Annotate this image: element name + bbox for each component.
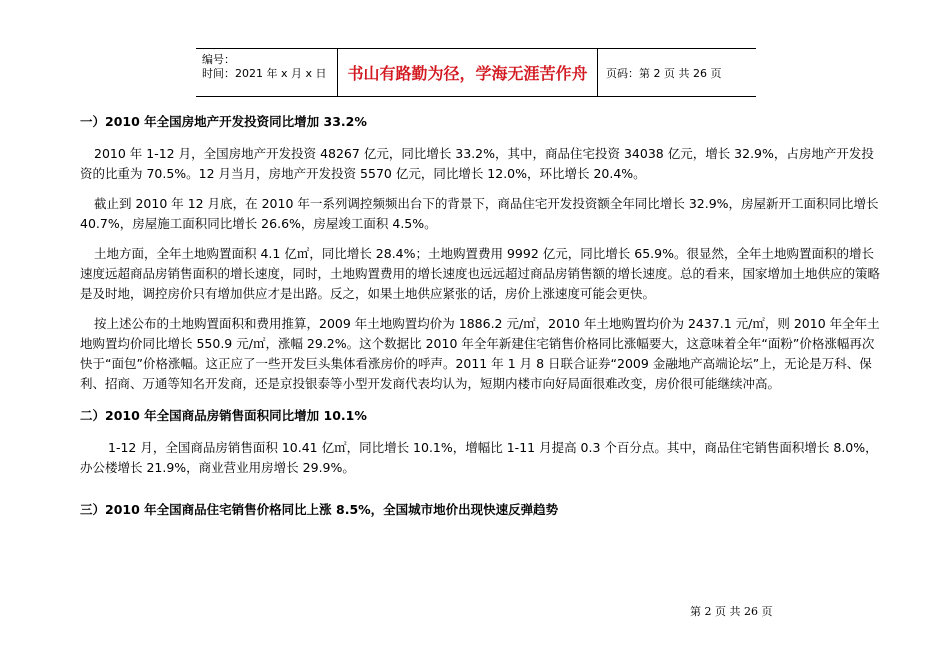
document-time-label: 时间：2021 年 x 月 x 日 bbox=[202, 67, 327, 80]
section-1-paragraph-3: 土地方面，全年土地购置面积 4.1 亿㎡，同比增长 28.4%；土地购置费用 9992 亿元，同比增长 65.9%。很显然，全年土地购置面积的增长速度远超商品房销售面积的增长速度，同时，土地购置费用的增长速度也远远超过商品房销售额的增长速度。总的看来，国家增加土地供应的策略是及时地，调控房价只有增加供应才是出路。反之，如果土地供应紧张的话，房价上涨速度可能会更快。 bbox=[80, 246, 881, 301]
page-header bbox=[196, 48, 756, 97]
page-footer: 第 2 页 共 26 页 bbox=[690, 605, 773, 618]
section-3-title: 三）2010 年全国商品住宅销售价格同比上涨 8.5%，全国城市地价出现快速反弹趋势 bbox=[80, 502, 559, 517]
header-page-label: 页码：第 2 页 共 26 页 bbox=[606, 66, 722, 80]
header-motto: 书山有路勤为径，学海无涯苦作舟 bbox=[338, 49, 598, 96]
document-body bbox=[80, 112, 880, 520]
document-number-label: 编号： bbox=[202, 53, 235, 66]
header-meta bbox=[196, 49, 338, 96]
section-2-title: 二）2010 年全国商品房销售面积同比增加 10.1% bbox=[80, 408, 367, 423]
section-1-paragraph-2: 截止到 2010 年 12 月底，在 2010 年一系列调控频频出台下的背景下，商品住宅开发投资额全年同比增长 32.9%，房屋新开工面积同比增长 40.7%，房屋施工面积同比增长 26.6%，房屋竣工面积 4.5%。 bbox=[80, 196, 879, 231]
section-1-title: 一）2010 年全国房地产开发投资同比增加 33.2% bbox=[80, 114, 367, 129]
section-1-paragraph-4: 按上述公布的土地购置面积和费用推算，2009 年土地购置均价为 1886.2 元/㎡，2010 年土地购置均价为 2437.1 元/㎡，则 2010 年全年土地购置均价同比增长 550.9 元/㎡，涨幅 29.2%。这个数据比 2010 年全年新建住宅销售价格同比涨幅要大，这意味着全年“面粉”价格涨幅再次快于“面包”价格涨幅。这正应了一些开发巨头集体看涨房价的呼声。2011 年 1 月 8 日联合证券“2009 金融地产高端论坛”上，无论是万科、保利、招商、万通等知名开发商，还是京投银泰等小型开发商代表均认为，短期内楼市向好局面很难改变，房价很可能继续冲高。 bbox=[80, 316, 880, 391]
section-1-paragraph-1: 2010 年 1-12 月，全国房地产开发投资 48267 亿元，同比增长 33.2%，其中，商品住宅投资 34038 亿元，增长 32.9%，占房地产开发投资的比重为 70.5%。12 月当月，房地产开发投资 5570 亿元，同比增长 12.0%，环比增长 20.4%。 bbox=[80, 146, 874, 181]
section-2-paragraph-1: 1-12 月，全国商品房销售面积 10.41 亿㎡，同比增长 10.1%，增幅比 1-11 月提高 0.3 个百分点。其中，商品住宅销售面积增长 8.0%，办公楼增长 21.9%，商业营业用房增长 29.9%。 bbox=[80, 440, 878, 475]
